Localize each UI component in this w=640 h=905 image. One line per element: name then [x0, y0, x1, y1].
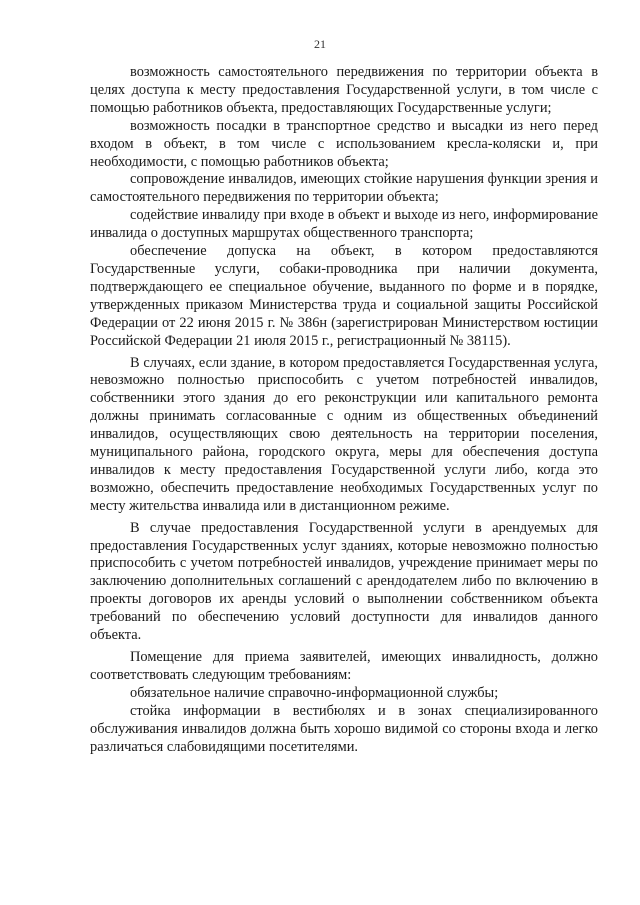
- document-body: [90, 64, 598, 756]
- page-number: 21: [314, 37, 326, 51]
- paragraph-3: сопровождение инвалидов, имеющих стойкие нарушения функции зрения и самостоятельного передвижения по территории объекта;: [90, 171, 598, 206]
- paragraph-5: обеспечение допуска на объект, в котором предоставляются Государственные услуги, собаки-проводника при наличии документа, подтверждающего ее специальное обучение, выданного по форме и в порядке, утвержденных приказом Министерства труда и социальной защиты Российской Федерации от 22 июня 2015 г. № 386н (зарегистрирован Министерством юстиции Российской Федерации 21 июля 2015 г., регистрационный № 38115).: [90, 243, 598, 349]
- paragraph-4: содействие инвалиду при входе в объект и выходе из него, информирование инвалида о доступных маршрутах общественного транспорта;: [90, 207, 598, 242]
- paragraph-9: обязательное наличие справочно-информационной службы;: [130, 684, 499, 701]
- paragraph-6: В случаях, если здание, в котором предоставляется Государственная услуга, невозможно полностью приспособить с учетом потребностей инвалидов, собственники этого здания до его реконструкции или капитального ремонта должны принимать согласованные с одним из общественных объединений инвалидов, осуществляющих свою деятельность на территории поселения, муниципального района, городского округа, меры для обеспечения доступа инвалидов к месту предоставления Государственной услуги либо, когда это возможно, обеспечить предоставление необходимых Государственных услуг по месту жительства инвалида или в дистанционном режиме.: [90, 354, 598, 514]
- paragraph-8: Помещение для приема заявителей, имеющих инвалидность, должно соответствовать следующим требованиям:: [90, 649, 598, 683]
- paragraph-2: возможность посадки в транспортное средство и высадки из него перед входом в объект, в том числе с использованием кресла-коляски и, при необходимости, с помощью работников объекта;: [90, 117, 598, 170]
- paragraph-1: возможность самостоятельного передвижения по территории объекта в целях доступа к месту предоставления Государственной услуги, в том числе с помощью работников объекта, предоставляющих Государственные услуги;: [90, 64, 598, 116]
- paragraph-7: В случае предоставления Государственной услуги в арендуемых для предоставления Государственных услуг зданиях, которые невозможно полностью приспособить с учетом потребностей инвалидов, учреждение принимает меры по заключению дополнительных соглашений с арендодателем либо по включению в проекты договоров их аренды условий о выполнении собственником объекта требований по обеспечению условий доступности для инвалидов данного объекта.: [90, 519, 598, 644]
- paragraph-10: стойка информации в вестибюлях и в зонах специализированного обслуживания инвалидов должна быть хорошо видимой со стороны входа и легко различаться слабовидящими посетителями.: [90, 702, 598, 755]
